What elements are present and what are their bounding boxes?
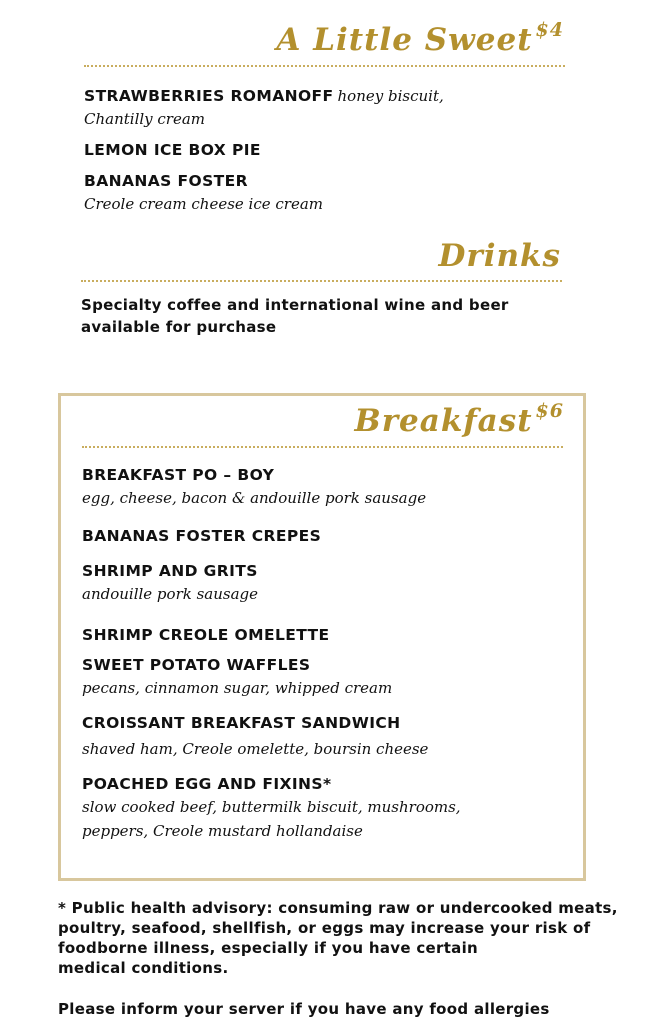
item-name: BANANAS FOSTER CREPES bbox=[82, 527, 322, 545]
menu-item-sweet-potato-waffles bbox=[82, 654, 650, 700]
menu-item-shrimp-and-grits bbox=[82, 560, 650, 606]
item-desc: egg, cheese, bacon & andouille pork sausage bbox=[82, 489, 427, 507]
item-name: POACHED EGG AND FIXINS* bbox=[82, 775, 332, 793]
menu-item-poached-egg-and-fixins bbox=[82, 773, 650, 843]
sweet-price: $4 bbox=[535, 19, 564, 41]
item-desc: shaved ham, Creole omelette, boursin cheese bbox=[82, 740, 429, 758]
drinks-note bbox=[81, 294, 509, 338]
health-advisory bbox=[58, 898, 618, 978]
item-name: BANANAS FOSTER bbox=[84, 172, 248, 190]
menu-item-croissant-breakfast-sandwich bbox=[82, 712, 650, 761]
drinks-line-1: Specialty coffee and international wine and beer bbox=[81, 296, 509, 314]
item-name: SWEET POTATO WAFFLES bbox=[82, 656, 311, 674]
breakfast-section-title bbox=[354, 400, 564, 439]
item-name: BREAKFAST PO – BOY bbox=[82, 466, 275, 484]
menu-item-bananas-foster-crepes bbox=[82, 525, 650, 547]
menu-item-shrimp-creole-omelette bbox=[82, 624, 650, 646]
drinks-title-text: Drinks bbox=[438, 238, 561, 274]
item-desc: slow cooked beef, buttermilk biscuit, mushrooms, bbox=[82, 798, 461, 816]
breakfast-title-text: Breakfast bbox=[354, 403, 533, 439]
menu-item-breakfast-po-boy bbox=[82, 464, 650, 510]
sweet-divider bbox=[84, 65, 565, 67]
item-desc: Chantilly cream bbox=[84, 110, 206, 128]
menu-item-lemon-ice-box-pie bbox=[84, 139, 650, 161]
advisory-line-2: poultry, seafood, shellfish, or eggs may increase your risk of bbox=[58, 919, 591, 937]
sweet-title-text: A Little Sweet bbox=[276, 22, 533, 58]
menu-item-strawberries-romanoff bbox=[84, 85, 650, 131]
item-name: CROISSANT BREAKFAST SANDWICH bbox=[82, 714, 401, 732]
item-desc: andouille pork sausage bbox=[82, 585, 259, 603]
item-desc: pecans, cinnamon sugar, whipped cream bbox=[82, 679, 393, 697]
sweet-section-title bbox=[276, 19, 564, 58]
advisory-line-4: medical conditions. bbox=[58, 959, 229, 977]
allergy-note: Please inform your server if you have any food allergies bbox=[58, 1000, 550, 1018]
item-name: SHRIMP CREOLE OMELETTE bbox=[82, 626, 330, 644]
breakfast-divider bbox=[82, 446, 563, 448]
drinks-line-2: available for purchase bbox=[81, 318, 277, 336]
advisory-line-3: foodborne illness, especially if you have certain bbox=[58, 939, 479, 957]
menu-item-bananas-foster bbox=[84, 170, 650, 216]
drinks-section-title bbox=[439, 238, 561, 274]
advisory-line-1: * Public health advisory: consuming raw or undercooked meats, bbox=[58, 899, 618, 917]
drinks-divider bbox=[81, 280, 562, 282]
breakfast-price: $6 bbox=[535, 400, 564, 422]
item-name: SHRIMP AND GRITS bbox=[82, 562, 258, 580]
item-name: STRAWBERRIES ROMANOFF bbox=[84, 87, 334, 105]
item-desc-2: peppers, Creole mustard hollandaise bbox=[82, 822, 363, 840]
item-desc-inline: honey biscuit, bbox=[337, 87, 444, 105]
item-name: LEMON ICE BOX PIE bbox=[84, 141, 261, 159]
item-desc: Creole cream cheese ice cream bbox=[84, 195, 323, 213]
